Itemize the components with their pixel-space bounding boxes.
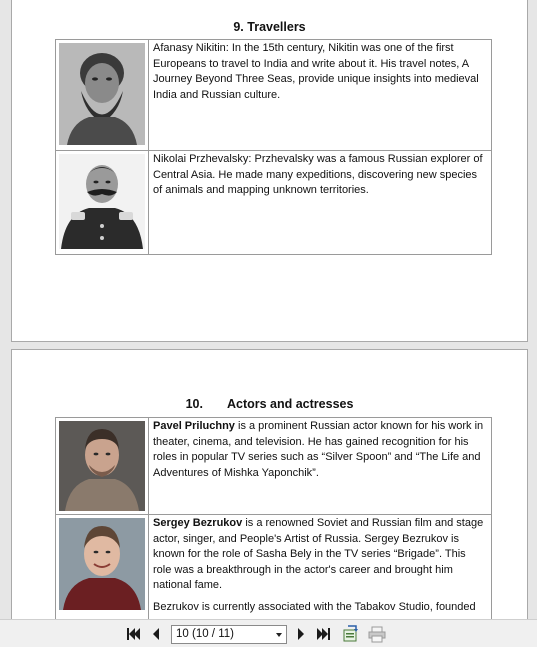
przhevalsky-portrait — [59, 154, 145, 249]
entry-text: Afanasy Nikitin: In the 15th century, Nikitin was one of the first Europeans to travel to India and write about it. His travel notes, A Journey Beyond Three Seas, provide unique insights into medieval India and Russian culture. — [153, 42, 479, 101]
section-heading: 9. Travellers — [233, 20, 306, 34]
first-page-icon[interactable] — [125, 626, 141, 642]
section-title: Actors and actresses — [226, 397, 354, 411]
entry-text: is a renowned Soviet and Russian film and stage actor, singer, and People's Artist of Russia. Sergey Bezrukov is known for the role of Sasha Bely in the TV series “Brigade”. This role was a breakthrough in the actor's career and brought him national fame. — [153, 517, 484, 591]
entry-text: is a prominent Russian actor known for his work in theater, cinema, and television. He has gained recognition for his roles in popular TV series such as “Silver Spoon” and “The Life and Adventures of Mishka Yaponchik”. — [153, 420, 484, 479]
page-navigation-bar — [0, 619, 537, 647]
last-page-icon[interactable] — [316, 626, 332, 642]
page-select-value: 10 (10 / 11) — [176, 628, 234, 640]
section-number: 10. — [185, 397, 203, 411]
next-page-icon[interactable] — [295, 626, 307, 642]
document-page — [11, 349, 528, 619]
section-heading — [12, 397, 527, 411]
previous-page-icon[interactable] — [150, 626, 162, 642]
entry-text: Nikolai Przhevalsky: Przhevalsky was a famous Russian explorer of Central Asia. He made many expeditions, discovering new species of animals and mapping unknown territories. — [153, 153, 483, 196]
entry-text-continued: Bezrukov is currently associated with the Tabakov Studio, founded — [153, 600, 476, 613]
actor-name: Sergey Bezrukov — [153, 517, 243, 529]
document-page — [11, 0, 528, 342]
actors-table — [55, 417, 492, 619]
actor-name: Pavel Priluchny — [153, 420, 235, 432]
table-row — [56, 515, 492, 620]
table-row — [56, 151, 492, 255]
priluchny-photo — [59, 421, 145, 511]
bezrukov-photo — [59, 518, 145, 610]
table-row — [56, 418, 492, 515]
chevron-down-icon — [276, 633, 282, 637]
table-row — [56, 40, 492, 151]
export-icon[interactable] — [342, 625, 360, 643]
page-select-dropdown[interactable] — [171, 625, 287, 644]
print-icon[interactable] — [368, 625, 386, 643]
nikitin-portrait — [59, 43, 145, 145]
travellers-table — [55, 39, 492, 255]
